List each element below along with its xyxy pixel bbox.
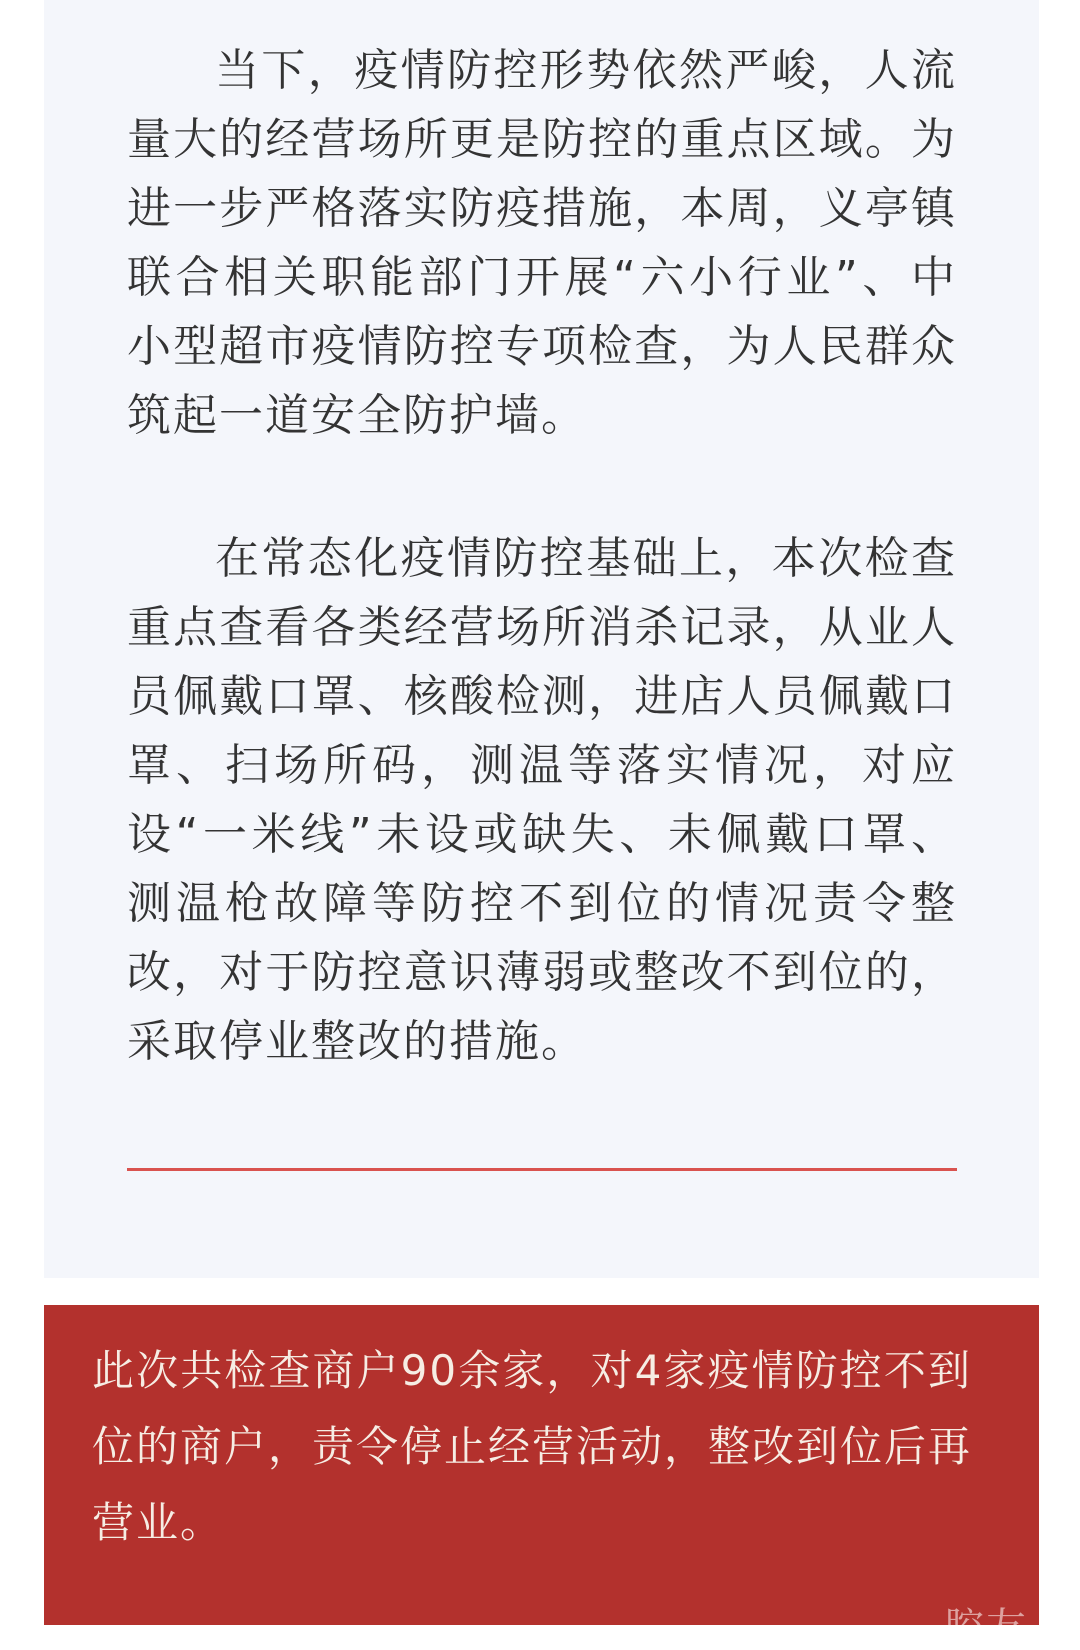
watermark: 腔友 — [944, 1606, 1028, 1650]
article-paragraph: 当下，疫情防控形势依然严峻，人流量大的经营场所更是防控的重点区域。为进一步严格落实防疫措施，本周，义亭镇联合相关职能部门开展“六小行业”、中小型超市疫情防控专项检查，为人民群众筑起一道安全防护墙。 — [127, 45, 957, 441]
section-divider — [127, 1168, 957, 1171]
article-paragraph: 在常态化疫情防控基础上，本次检查重点查看各类经营场所消杀记录，从业人员佩戴口罩、核酸检测，进店人员佩戴口罩、扫场所码，测温等落实情况，对应设“一米线”未设或缺失、未佩戴口罩、测温枪故障等防控不到位的情况责令整改，对于防控意识薄弱或整改不到位的，采取停业整改的措施。 — [127, 533, 957, 1067]
highlight-text: 此次共检查商户90余家，对4家疫情防控不到位的商户，责令停止经营活动，整改到位后再营业。 — [92, 1346, 973, 1547]
highlight-box — [44, 1305, 1039, 1625]
article-card — [44, 0, 1039, 1278]
